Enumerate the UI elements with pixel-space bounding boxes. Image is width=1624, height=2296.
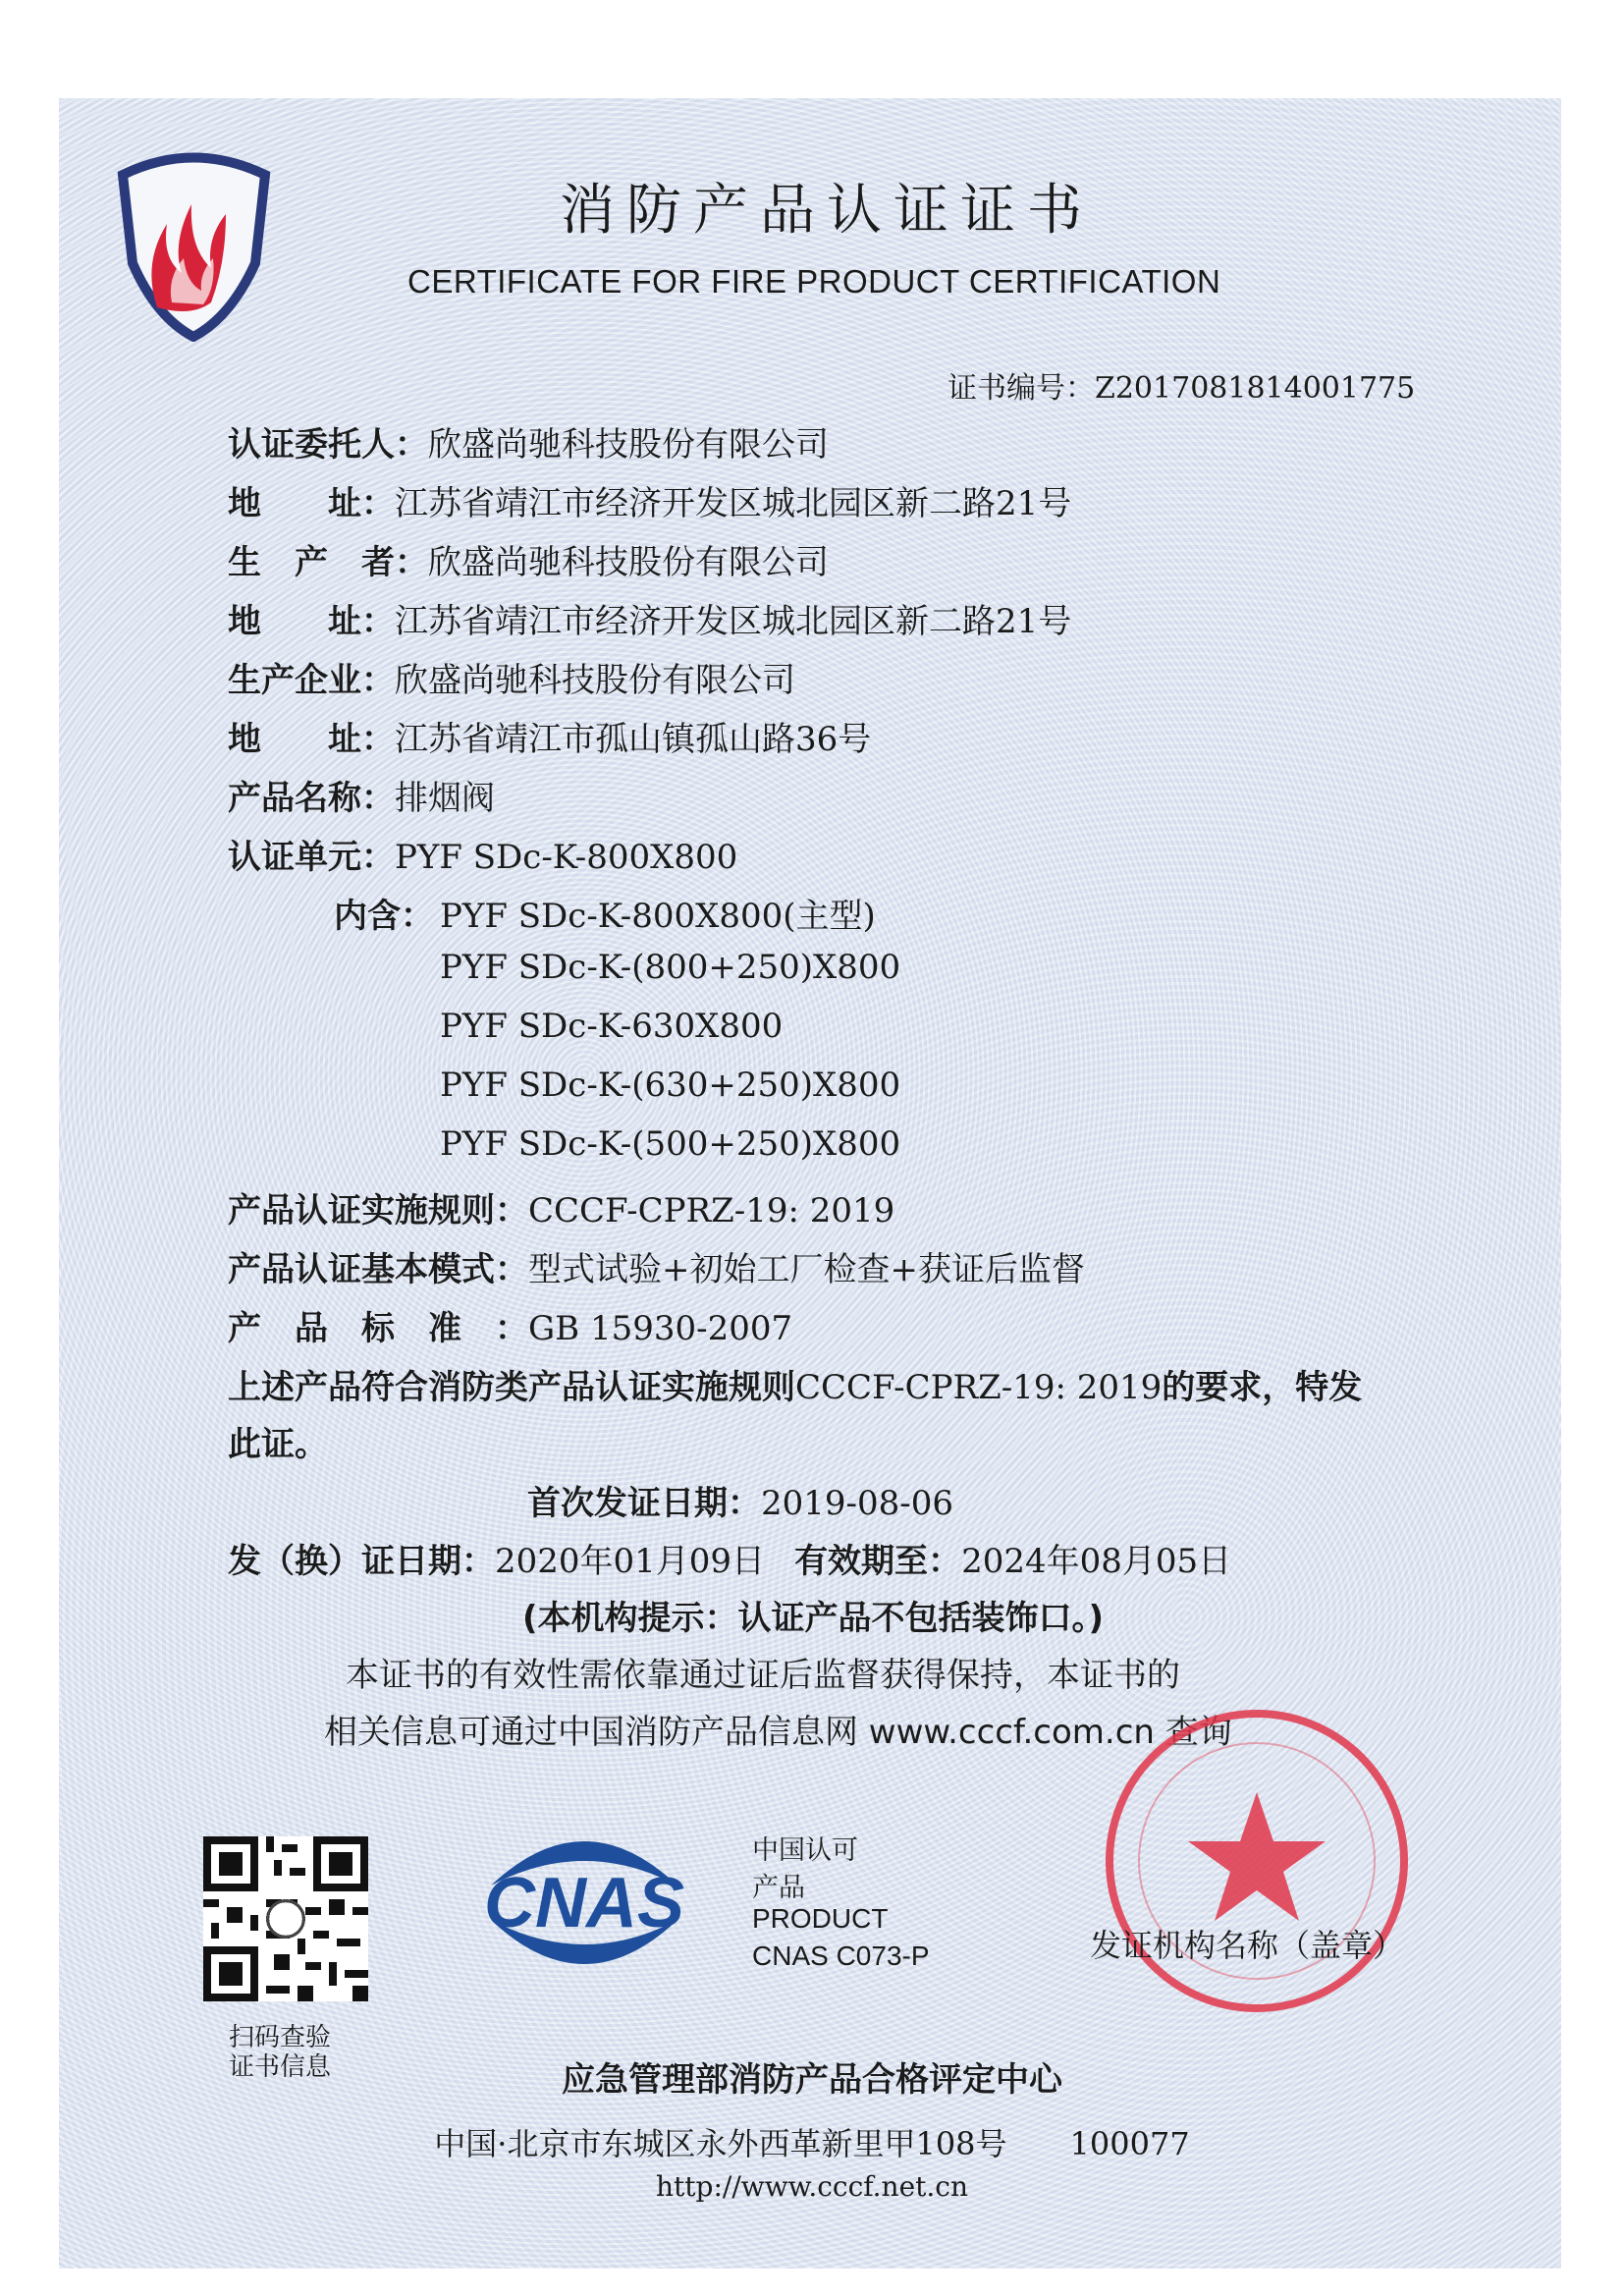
issue-date-label: 发（换）证日期： — [228, 1542, 495, 1581]
conformity-line2: 此证。 — [228, 1425, 328, 1464]
field-applicant-address — [228, 476, 1071, 524]
field-value: 欣盛尚驰科技股份有限公司 — [428, 425, 829, 465]
field-applicant — [228, 417, 829, 465]
cert-number-value: Z2017081814001775 — [1095, 371, 1416, 406]
field-rules — [228, 1183, 894, 1231]
field-factory — [228, 653, 795, 701]
contains-item: PYF SDc-K-800X800(主型) — [440, 897, 876, 936]
field-label: 地 址： — [228, 720, 395, 759]
field-label: 生产企业： — [228, 661, 395, 700]
field-value: 排烟阀 — [395, 779, 495, 818]
field-label: 认证委托人： — [228, 425, 428, 465]
cert-number-label: 证书编号： — [947, 371, 1095, 406]
field-label: 产品名称： — [228, 779, 395, 818]
contains-item: PYF SDc-K-630X800 — [440, 1007, 784, 1046]
fire-logo — [113, 145, 275, 342]
field-label: 生 产 者： — [228, 543, 428, 582]
field-standard — [228, 1301, 792, 1349]
field-value: 欣盛尚驰科技股份有限公司 — [395, 661, 795, 700]
title-en: CERTIFICATE FOR FIRE PRODUCT CERTIFICATION — [407, 263, 1221, 300]
field-manufacturer — [228, 535, 829, 583]
footer-address: 中国·北京市东城区永外西革新里甲108号 100077 — [434, 2125, 1190, 2162]
footer-url[interactable]: http://www.cccf.net.cn — [655, 2170, 969, 2203]
official-seal — [1095, 1699, 1419, 2023]
valid-until-label: 有效期至： — [794, 1542, 962, 1581]
validity-note-2: 相关信息可通过中国消防产品信息网 www.cccf.com.cn 查询 — [324, 1713, 1232, 1752]
field-value: CCCF-CPRZ-19: 2019 — [528, 1191, 895, 1230]
contains-item: PYF SDc-K-(500+250)X800 — [440, 1124, 901, 1164]
issue-valid-dates — [228, 1534, 1231, 1582]
contains-item: PYF SDc-K-(800+250)X800 — [440, 948, 901, 987]
conformity-line1: 上述产品符合消防类产品认证实施规则CCCF-CPRZ-19: 2019的要求，特发 — [228, 1368, 1363, 1407]
qr-caption-1: 扫码查验 — [229, 2023, 332, 2052]
first-issue-date: 首次发证日期：2019-08-06 — [527, 1484, 954, 1523]
field-label: 认证单元： — [228, 838, 395, 877]
field-label: 地 址： — [228, 484, 395, 523]
cnas-line-1: 中国认可 — [752, 1835, 858, 1866]
field-cert-unit — [228, 830, 737, 878]
field-value: 江苏省靖江市孤山镇孤山路36号 — [395, 720, 872, 759]
footer-org: 应急管理部消防产品合格评定中心 — [562, 2060, 1062, 2100]
field-manufacturer-address — [228, 594, 1071, 642]
field-value: 江苏省靖江市经济开发区城北园区新二路21号 — [395, 484, 1072, 523]
issue-date: 2020年01月09日 — [495, 1542, 766, 1581]
field-label: 产品认证实施规则： — [228, 1191, 528, 1230]
field-value: PYF SDc-K-800X800 — [395, 838, 738, 877]
contains-label: 内含： — [334, 897, 434, 936]
org-tip: (本机构提示：认证产品不包括装饰口。) — [522, 1599, 1105, 1638]
valid-until: 2024年08月05日 — [961, 1542, 1232, 1581]
cnas-line-4: CNAS C073-P — [752, 1941, 930, 1971]
field-label: 产 品 标 准 ： — [228, 1309, 528, 1348]
validity-note-1: 本证书的有效性需依靠通过证后监督获得保持，本证书的 — [346, 1656, 1180, 1695]
field-value: 欣盛尚驰科技股份有限公司 — [428, 543, 829, 582]
qr-caption-2: 证书信息 — [229, 2052, 332, 2082]
field-label: 地 址： — [228, 602, 395, 641]
field-value: 型式试验+初始工厂检查+获证后监督 — [528, 1250, 1085, 1289]
issuer-label: 发证机构名称（盖章） — [1090, 1927, 1405, 1964]
qr-code[interactable] — [203, 1836, 368, 2001]
field-label: 产品认证基本模式： — [228, 1250, 528, 1289]
field-factory-address — [228, 712, 871, 760]
cnas-logo-text: CNAS — [483, 1864, 685, 1942]
field-value: 江苏省靖江市经济开发区城北园区新二路21号 — [395, 602, 1072, 641]
title-cn: 消防产品认证证书 — [560, 179, 1094, 243]
cert-number — [947, 363, 1415, 407]
field-product-name — [228, 771, 495, 819]
contains-item: PYF SDc-K-(630+250)X800 — [440, 1066, 901, 1105]
cnas-logo — [461, 1817, 707, 1989]
field-mode — [228, 1242, 1085, 1290]
cnas-line-2: 产品 — [752, 1873, 805, 1903]
cnas-line-3: PRODUCT — [752, 1903, 889, 1934]
field-value: GB 15930-2007 — [528, 1309, 793, 1348]
